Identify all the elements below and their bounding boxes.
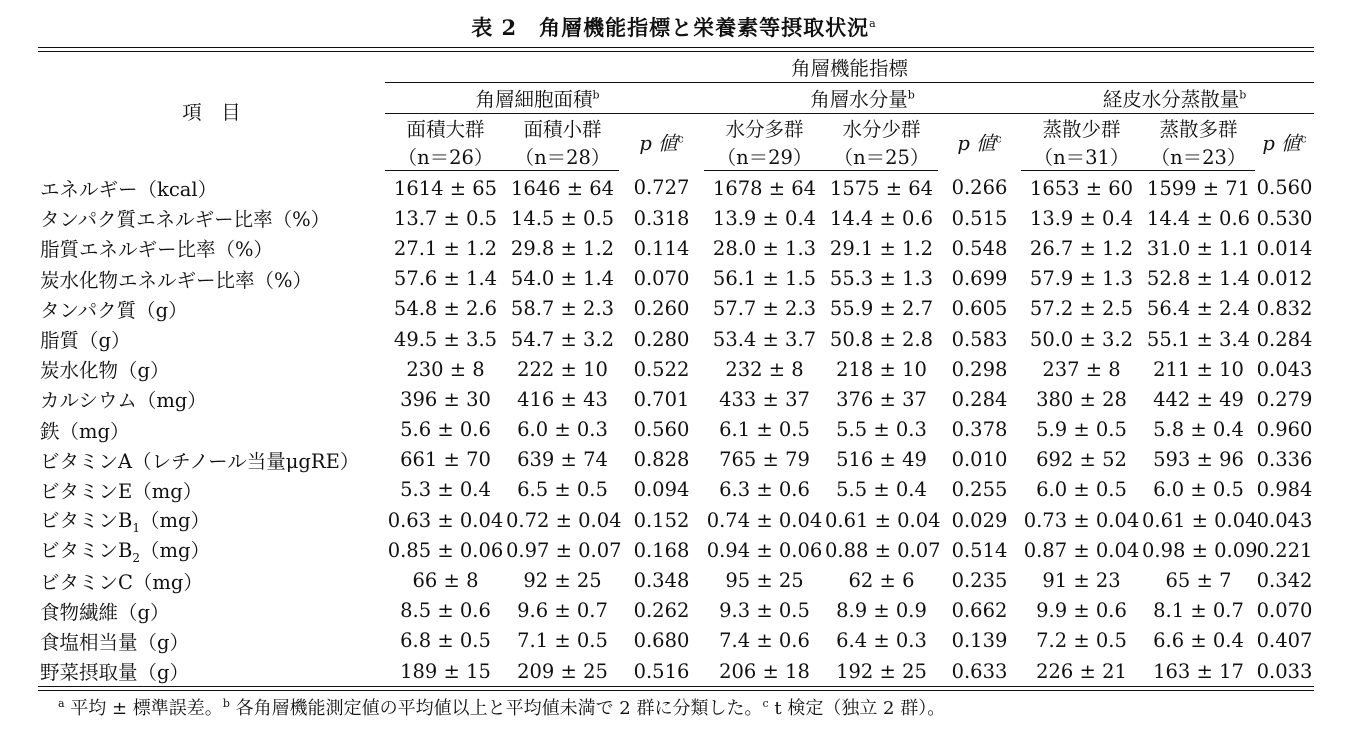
mean-se-cell: 95 ± 25 [725,569,804,593]
mean-se-cell: 6.0 ± 0.5 [1153,478,1244,502]
mean-se-cell: 1646 ± 64 [510,176,615,200]
mean-se-cell: 52.8 ± 1.4 [1146,267,1251,291]
mean-se-cell: 6.8 ± 0.5 [400,629,491,653]
mean-se-cell: 28.0 ± 1.3 [712,236,817,260]
group-header-tewl: 経皮水分蒸散量$^b$ [1021,83,1314,114]
p-value-cell: 0.828 [633,448,690,472]
mean-se-cell: 9.3 ± 0.5 [719,599,810,623]
p-value-cell: 0.560 [633,418,690,442]
data-table-container [38,47,1314,691]
table-row [38,233,1314,263]
mean-se-cell: 65 ± 7 [1165,569,1232,593]
p-value-cell: 0.284 [951,387,1008,411]
p-value-cell: 0.336 [1256,448,1313,472]
mean-se-cell: 7.2 ± 0.5 [1036,629,1127,653]
mean-se-cell: 0.98 ± 0.09 [1142,538,1258,562]
row-label: ビタミンE（mg） [40,479,203,503]
p-value-cell: 0.378 [951,418,1008,442]
table-title-text: 表 2 角層機能指標と栄養素等摂取状況 [471,15,870,40]
p-value-cell: 0.516 [633,659,690,683]
table-row [38,565,1314,595]
mean-se-cell: 0.61 ± 0.04 [1142,508,1258,532]
p-value-cell: 0.548 [951,236,1008,260]
mean-se-cell: 1575 ± 64 [829,176,934,200]
p-value-cell: 0.152 [633,508,690,532]
n-area-small: （n＝28） [506,142,619,171]
table-row [38,475,1314,505]
table-row [38,656,1314,686]
mean-se-cell: 0.88 ± 0.07 [825,538,941,562]
mean-se-cell: 0.94 ± 0.06 [706,538,823,562]
nutrient-table [38,52,1314,686]
col-header-area-large: 面積大群 [406,118,485,141]
mean-se-cell: 55.1 ± 3.4 [1146,327,1251,351]
p-value-cell: 0.727 [633,176,690,200]
p-value-cell: 0.284 [1256,327,1313,351]
table-header [38,52,1314,171]
mean-se-cell: 13.9 ± 0.4 [712,206,817,230]
table-title [0,12,1348,42]
mean-se-cell: 189 ± 15 [400,659,491,683]
mean-se-cell: 62 ± 6 [848,569,915,593]
mean-se-cell: 5.9 ± 0.5 [1036,418,1127,442]
table-row [38,294,1314,324]
table-row [38,324,1314,354]
p-value-cell: 0.348 [633,569,690,593]
row-label: カルシウム（mg） [40,389,207,413]
row-label: ビタミンA（レチノール当量μgRE） [40,449,360,473]
group-header: 角層機能指標 [385,52,1314,83]
p-value-cell: 0.014 [1256,236,1313,260]
row-label: タンパク質（g） [40,298,188,322]
mean-se-cell: 226 ± 21 [1036,659,1127,683]
mean-se-cell: 442 ± 49 [1153,387,1244,411]
mean-se-cell: 8.9 ± 0.9 [836,599,927,623]
mean-se-cell: 14.4 ± 0.6 [1146,206,1251,230]
mean-se-cell: 6.0 ± 0.3 [517,418,608,442]
mean-se-cell: 192 ± 25 [836,659,927,683]
mean-se-cell: 0.73 ± 0.04 [1023,508,1140,532]
table-row [38,354,1314,384]
mean-se-cell: 57.6 ± 1.4 [393,267,498,291]
mean-se-cell: 0.72 ± 0.04 [506,508,622,532]
col-header-p-tewl: p 値$^c$ [1262,132,1307,156]
p-value-cell: 0.633 [951,659,1008,683]
row-label: 野菜摂取量（g） [40,661,189,685]
row-label: ビタミン$B_2(mg)$ [40,539,210,566]
p-value-cell: 0.522 [633,357,690,381]
mean-se-cell: 54.0 ± 1.4 [510,267,615,291]
mean-se-cell: 1614 ± 65 [393,176,498,200]
p-value-cell: 0.221 [1256,538,1313,562]
mean-se-cell: 1599 ± 71 [1146,176,1251,200]
mean-se-cell: 6.6 ± 0.4 [1153,629,1244,653]
p-value-cell: 0.255 [951,478,1008,502]
mean-se-cell: 7.4 ± 0.6 [719,629,810,653]
col-header-tewl-high: 蒸散多群 [1159,118,1238,141]
p-value-cell: 0.560 [1256,176,1313,200]
mean-se-cell: 92 ± 25 [523,569,602,593]
col-header-moisture-high: 水分多群 [725,118,804,141]
p-value-cell: 0.266 [951,176,1008,200]
mean-se-cell: 218 ± 10 [836,357,927,381]
table-row [38,445,1314,475]
mean-se-cell: 50.0 ± 3.2 [1029,327,1134,351]
mean-se-cell: 55.9 ± 2.7 [829,297,934,321]
mean-se-cell: 376 ± 37 [836,387,927,411]
mean-se-cell: 1653 ± 60 [1029,176,1134,200]
p-value-cell: 0.094 [633,478,690,502]
p-value-cell: 0.605 [951,297,1008,321]
n-tewl-low: （n＝31） [1021,142,1142,171]
mean-se-cell: 380 ± 28 [1036,387,1127,411]
mean-se-cell: 49.5 ± 3.5 [393,327,498,351]
p-value-cell: 0.114 [633,236,690,260]
p-value-cell: 0.010 [951,448,1008,472]
mean-se-cell: 661 ± 70 [400,448,491,472]
footnote: $^a$ 平均 ± 標準誤差。$^b$ 各角層機能測定値の平均値以上と平均値未満で 2 群に分類した。$^c$ t 検定（独立 2 群）。 [58,697,946,719]
mean-se-cell: 31.0 ± 1.1 [1146,236,1251,260]
row-label: 炭水化物エネルギー比率（%） [40,268,313,292]
row-label: 脂質エネルギー比率（%） [40,238,274,262]
p-value-cell: 0.168 [633,538,690,562]
mean-se-cell: 58.7 ± 2.3 [510,297,615,321]
mean-se-cell: 433 ± 37 [719,387,810,411]
bottom-rule [38,686,1314,691]
table-row [38,415,1314,445]
mean-se-cell: 516 ± 49 [836,448,927,472]
table-row [38,626,1314,656]
mean-se-cell: 211 ± 10 [1153,357,1244,381]
p-value-cell: 0.407 [1256,629,1313,653]
mean-se-cell: 416 ± 43 [517,387,608,411]
row-label: ビタミン$B_1(mg)$ [40,509,210,536]
table-row [38,535,1314,565]
table-body [38,171,1314,687]
mean-se-cell: 57.2 ± 2.5 [1029,297,1134,321]
p-value-cell: 0.235 [951,569,1008,593]
mean-se-cell: 396 ± 30 [400,387,491,411]
mean-se-cell: 0.85 ± 0.06 [387,538,504,562]
p-value-cell: 0.701 [633,387,690,411]
title-footnote-mark: a [869,17,877,30]
mean-se-cell: 6.0 ± 0.5 [1036,478,1127,502]
p-value-cell: 0.070 [633,267,690,291]
mean-se-cell: 209 ± 25 [517,659,608,683]
p-value-cell: 0.279 [1256,387,1313,411]
mean-se-cell: 54.8 ± 2.6 [393,297,498,321]
p-value-cell: 0.514 [951,538,1008,562]
p-value-cell: 0.583 [951,327,1008,351]
table-row [38,596,1314,626]
mean-se-cell: 6.1 ± 0.5 [719,418,810,442]
mean-se-cell: 56.1 ± 1.5 [712,267,817,291]
mean-se-cell: 639 ± 74 [517,448,608,472]
mean-se-cell: 5.5 ± 0.4 [836,478,927,502]
p-value-cell: 0.139 [951,629,1008,653]
mean-se-cell: 57.7 ± 2.3 [712,297,817,321]
mean-se-cell: 765 ± 79 [719,448,810,472]
mean-se-cell: 0.61 ± 0.04 [825,508,941,532]
p-value-cell: 0.318 [633,206,690,230]
mean-se-cell: 50.8 ± 2.8 [829,327,934,351]
n-area-large: （n＝26） [385,142,506,171]
mean-se-cell: 0.87 ± 0.04 [1023,538,1140,562]
row-label: エネルギー（kcal） [40,177,218,201]
mean-se-cell: 29.1 ± 1.2 [829,236,934,260]
mean-se-cell: 7.1 ± 0.5 [517,629,608,653]
mean-se-cell: 0.97 ± 0.07 [506,538,622,562]
row-label: 食物繊維（g） [40,600,170,624]
mean-se-cell: 54.7 ± 3.2 [510,327,615,351]
row-label: 食塩相当量（g） [40,630,189,654]
p-value-cell: 0.984 [1256,478,1313,502]
mean-se-cell: 6.3 ± 0.6 [719,478,810,502]
col-header-area-small: 面積小群 [523,118,602,141]
p-value-cell: 0.029 [951,508,1008,532]
p-value-cell: 0.342 [1256,569,1313,593]
row-label: 炭水化物（g） [40,359,170,383]
mean-se-cell: 5.5 ± 0.3 [836,418,927,442]
p-value-cell: 0.012 [1256,267,1313,291]
p-value-cell: 0.515 [951,206,1008,230]
p-value-cell: 0.070 [1256,599,1313,623]
mean-se-cell: 66 ± 8 [412,569,479,593]
n-moisture-low: （n＝25） [825,142,938,171]
mean-se-cell: 14.4 ± 0.6 [829,206,934,230]
p-value-cell: 0.832 [1256,297,1313,321]
row-label: タンパク質エネルギー比率（%） [40,208,331,232]
mean-se-cell: 9.6 ± 0.7 [517,599,608,623]
mean-se-cell: 55.3 ± 1.3 [829,267,934,291]
col-header-tewl-low: 蒸散少群 [1042,118,1121,141]
item-header: 項 目 [182,101,241,125]
col-header-p-area: p 値$^c$ [639,132,684,156]
mean-se-cell: 6.4 ± 0.3 [836,629,927,653]
mean-se-cell: 91 ± 23 [1042,569,1121,593]
table-row [38,171,1314,204]
p-value-cell: 0.043 [1256,357,1313,381]
mean-se-cell: 27.1 ± 1.2 [393,236,498,260]
p-value-cell: 0.680 [633,629,690,653]
table-row [38,384,1314,414]
p-value-cell: 0.043 [1256,508,1313,532]
col-header-p-moisture: p 値$^c$ [957,132,1002,156]
n-moisture-high: （n＝29） [704,142,825,171]
mean-se-cell: 163 ± 17 [1153,659,1244,683]
mean-se-cell: 692 ± 52 [1036,448,1127,472]
mean-se-cell: 5.6 ± 0.6 [400,418,491,442]
p-value-cell: 0.298 [951,357,1008,381]
mean-se-cell: 53.4 ± 3.7 [712,327,817,351]
row-label: ビタミンC（mg） [40,570,203,594]
mean-se-cell: 13.9 ± 0.4 [1029,206,1134,230]
mean-se-cell: 57.9 ± 1.3 [1029,267,1134,291]
mean-se-cell: 222 ± 10 [517,357,608,381]
mean-se-cell: 8.1 ± 0.7 [1153,599,1244,623]
p-value-cell: 0.530 [1256,206,1313,230]
mean-se-cell: 8.5 ± 0.6 [400,599,491,623]
mean-se-cell: 14.5 ± 0.5 [510,206,615,230]
p-value-cell: 0.280 [633,327,690,351]
n-tewl-high: （n＝23） [1142,142,1255,171]
mean-se-cell: 5.3 ± 0.4 [400,478,491,502]
p-value-cell: 0.960 [1256,418,1313,442]
mean-se-cell: 0.63 ± 0.04 [387,508,504,532]
row-label: 鉄（mg） [40,419,130,443]
table-row [38,203,1314,233]
p-value-cell: 0.260 [633,297,690,321]
mean-se-cell: 5.8 ± 0.4 [1153,418,1244,442]
p-value-cell: 0.662 [951,599,1008,623]
mean-se-cell: 29.8 ± 1.2 [510,236,615,260]
mean-se-cell: 593 ± 96 [1153,448,1244,472]
mean-se-cell: 206 ± 18 [719,659,810,683]
mean-se-cell: 9.9 ± 0.6 [1036,599,1127,623]
mean-se-cell: 56.4 ± 2.4 [1146,297,1251,321]
mean-se-cell: 0.74 ± 0.04 [706,508,823,532]
table-row [38,505,1314,535]
mean-se-cell: 1678 ± 64 [712,176,817,200]
mean-se-cell: 13.7 ± 0.5 [393,206,498,230]
p-value-cell: 0.262 [633,599,690,623]
mean-se-cell: 6.5 ± 0.5 [517,478,608,502]
mean-se-cell: 230 ± 8 [406,357,485,381]
table-row [38,264,1314,294]
mean-se-cell: 26.7 ± 1.2 [1029,236,1134,260]
row-label: 脂質（g） [40,329,131,353]
group-header-moisture: 角層水分量$^b$ [704,83,1021,114]
mean-se-cell: 232 ± 8 [725,357,804,381]
mean-se-cell: 237 ± 8 [1042,357,1121,381]
col-header-moisture-low: 水分少群 [842,118,921,141]
p-value-cell: 0.033 [1256,659,1313,683]
p-value-cell: 0.699 [951,267,1008,291]
group-header-area: 角層細胞面積$^b$ [385,83,704,114]
